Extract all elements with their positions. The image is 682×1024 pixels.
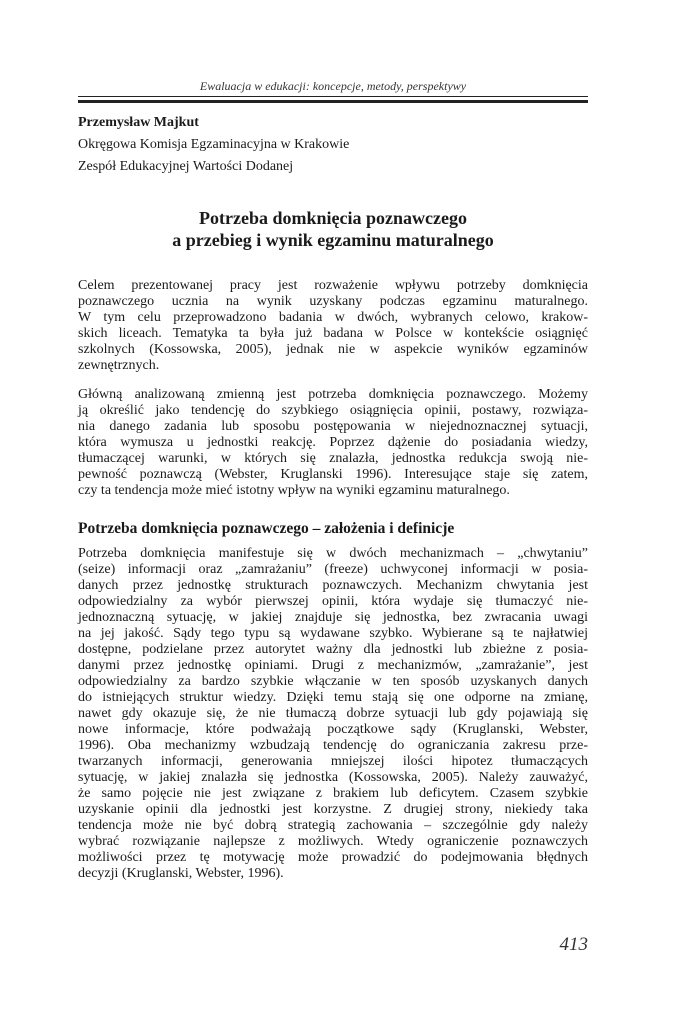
article-title bbox=[78, 207, 588, 251]
header-rule-thick bbox=[78, 100, 588, 103]
text-line: W tym celu przeprowadzono badania w dwóch, wybranych celowo, krakow- bbox=[78, 310, 588, 325]
title-line-1: Potrzeba domknięcia poznawczego bbox=[199, 208, 467, 228]
text-line: skich liceach. Tematyka ta była już badana w Polsce w kontekście osiągnięć bbox=[78, 326, 588, 341]
text-line: decyzji (Kruglanski, Webster, 1996). bbox=[78, 866, 284, 881]
page-number: 413 bbox=[559, 934, 588, 955]
author-name: Przemysław Majkut bbox=[78, 115, 199, 130]
text-line: Główną analizowaną zmienną jest potrzeba domknięcia poznawczego. Możemy bbox=[78, 387, 588, 402]
text-line: (seize) informacji oraz „zamrażaniu” (freeze) uchwyconej informacji w posia- bbox=[78, 562, 588, 577]
text-line: odpowiedzialny za bardzo szybkie włączanie w ten sposób uzyskanych danych bbox=[78, 674, 588, 689]
running-head: Ewaluacja w edukacji: koncepcje, metody, perspektywy bbox=[199, 79, 467, 93]
text-line: czy ta tendencja może mieć istotny wpływ na wyniki egzaminu maturalnego. bbox=[78, 483, 510, 498]
paragraph-3 bbox=[78, 546, 588, 882]
text-line: nawet gdy okazuje się, że nie tłumaczą dobrze sytuacji lub gdy pojawiają się bbox=[78, 706, 588, 721]
text-line: dostępne, podzielane przez autorytet ważny dla jednostki lub zbieżne z posia- bbox=[78, 642, 588, 657]
header-rule-thin bbox=[78, 96, 588, 97]
text-line: nia danego zadania lub sposobu postępowania w niejednoznacznej sytuacji, bbox=[78, 419, 588, 434]
text-line: uzyskanie opinii dla jednostki jest korzystne. Z drugiej strony, niekiedy taka bbox=[78, 802, 588, 817]
text-line: Celem prezentowanej pracy jest rozważenie wpływu potrzeby domknięcia bbox=[78, 278, 588, 293]
text-line: na jej jakość. Sądy tego typu są wydawane szybko. Wybierane są te najłatwiej bbox=[78, 626, 588, 641]
text-line: Potrzeba domknięcia manifestuje się w dwóch mechanizmach – „chwytaniu” bbox=[78, 546, 588, 561]
title-line-2: a przebieg i wynik egzaminu maturalnego bbox=[172, 230, 494, 250]
text-line: odpowiedzialny za wybór pierwszej opinii, która wydaje się tłumaczyć nie- bbox=[78, 594, 588, 609]
text-line: możliwości przez tę motywację może prowadzić do podejmowania błędnych bbox=[78, 850, 588, 865]
text-line: poznawczego ucznia na wynik uzyskany podczas egzaminu maturalnego. bbox=[78, 294, 588, 309]
text-line: wybrać rozwiązanie najlepsze z możliwych. Wtedy ograniczenie poznawczych bbox=[78, 834, 588, 849]
text-line: która wymusza u jednostki reakcję. Poprzez dążenie do posiadania wiedzy, bbox=[78, 435, 588, 450]
section-heading: Potrzeba domknięcia poznawczego – założenia i definicje bbox=[78, 520, 455, 537]
text-line: danych przez jednostkę strukturach poznawczych. Mechanizm chwytania jest bbox=[78, 578, 588, 593]
text-line: jednoznaczną sytuację, w jakiej znajduje się jednostka, bez zwracania uwagi bbox=[78, 610, 588, 625]
text-line: zewnętrznych. bbox=[78, 358, 160, 373]
author-affiliation-2: Zespół Edukacyjnej Wartości Dodanej bbox=[78, 159, 294, 174]
text-line: danymi przez jednostkę opiniami. Drugi z mechanizmów, „zamrażanie”, jest bbox=[78, 658, 588, 673]
text-line: pewność poznawczą (Webster, Kruglanski 1996). Interesujące staje się zatem, bbox=[78, 467, 588, 482]
paragraph-1 bbox=[78, 278, 588, 374]
text-line: sytuację, w jakiej znalazła się jednostka (Kossowska, 2005). Należy zauważyć, bbox=[78, 770, 588, 785]
text-line: ją określić jako tendencję do szybkiego osiągnięcia opinii, postawy, rozwiąza- bbox=[78, 403, 588, 418]
text-line: twarzanych informacji, generowania mniejszej ilości hipotez tłumaczących bbox=[78, 754, 588, 769]
text-line: do istniejących struktur wiedzy. Dzięki temu stają się one odporne na zmianę, bbox=[78, 690, 588, 705]
paragraph-2 bbox=[78, 387, 588, 499]
text-line: 1996). Oba mechanizmy wzbudzają tendencję do ograniczania zakresu prze- bbox=[78, 738, 588, 753]
author-affiliation-1: Okręgowa Komisja Egzaminacyjna w Krakowie bbox=[78, 137, 350, 152]
text-line: nowe informacje, które podważają początkowe sądy (Kruglanski, Webster, bbox=[78, 722, 588, 737]
text-line: że samo pojęcie nie jest związane z brakiem lub deficytem. Czasem szybkie bbox=[78, 786, 588, 801]
text-line: tłumaczącej warunki, w których się znalazła, jednostka redukcja swoją nie- bbox=[78, 451, 588, 466]
author-block bbox=[78, 112, 588, 178]
text-line: szkolnych (Kossowska, 2005), jednak nie w aspekcie wyników egzaminów bbox=[78, 342, 588, 357]
text-line: tendencja może nie być dobrą strategią zachowania – szczególnie gdy należy bbox=[78, 818, 588, 833]
